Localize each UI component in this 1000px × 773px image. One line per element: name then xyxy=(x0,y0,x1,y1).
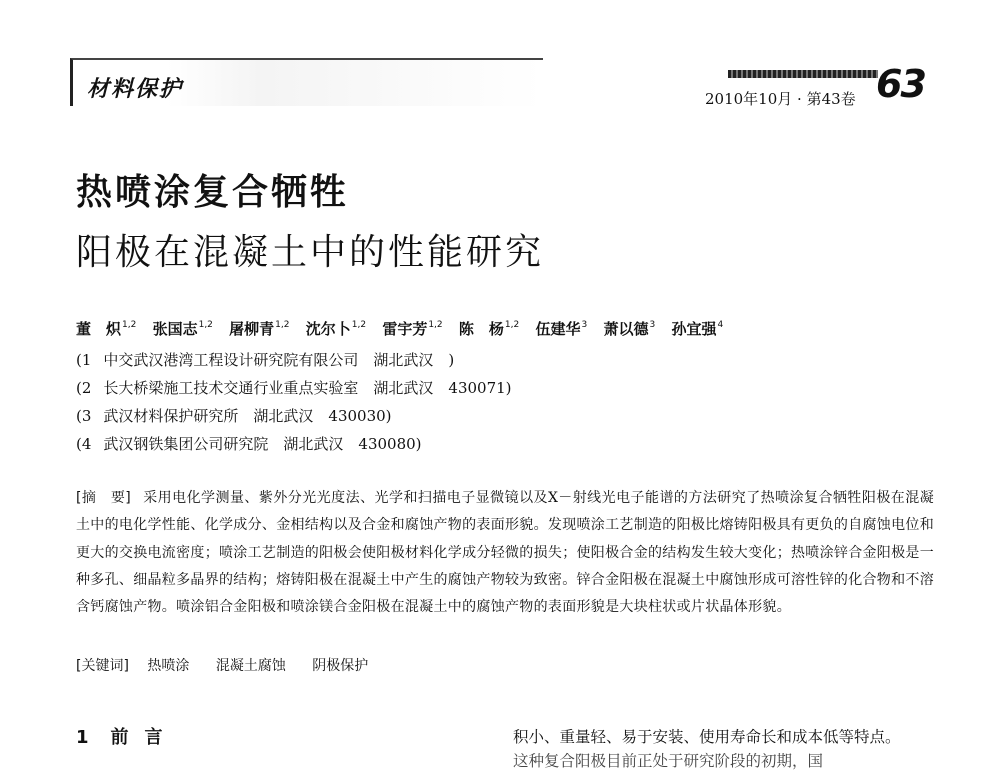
author: 沈尔卜$^{1,2}$ xyxy=(305,320,367,338)
author: 屠柳青$^{1,2}$ xyxy=(229,320,290,338)
keyword: 混凝土腐蚀 xyxy=(215,658,286,674)
author: 孙宜强$^4$ xyxy=(671,320,724,338)
abstract-label: [摘 要] xyxy=(76,490,132,506)
journal-logo xyxy=(70,58,543,106)
affiliation-2: (2 长大桥梁施工技术交通行业重点实验室 湖北武汉 430071) xyxy=(76,379,512,397)
keywords xyxy=(76,655,390,675)
author: 雷宇芳$^{1,2}$ xyxy=(382,320,443,338)
author-list xyxy=(76,318,734,339)
header-decorative-bar xyxy=(728,70,878,78)
abstract xyxy=(76,485,934,621)
author: 陈 杨$^{1,2}$ xyxy=(458,320,520,338)
page-number: 63 xyxy=(876,62,925,106)
section-number: 1 xyxy=(76,727,91,748)
keywords-label: [关键词] xyxy=(76,658,129,674)
section-title: 前言 xyxy=(110,727,179,748)
keyword: 热喷涂 xyxy=(147,658,190,674)
affiliation-3: (3 武汉材料保护研究所 湖北武汉 430030) xyxy=(76,407,392,425)
paper-title-line-2: 阳极在混凝土中的性能研究 xyxy=(76,232,545,273)
keyword: 阴极保护 xyxy=(312,658,369,674)
author: 董 炽$^{1,2}$ xyxy=(76,320,137,338)
affiliation-1: (1 中交武汉港湾工程设计研究院有限公司 湖北武汉 ) xyxy=(76,351,455,369)
section-heading xyxy=(76,723,179,749)
body-text-right-column: 积小、重量轻、易于安装、使用寿命长和成本低等特点。 xyxy=(513,728,901,746)
paper-title-line-1: 热喷涂复合牺牲 xyxy=(76,172,350,213)
author: 张国志$^{1,2}$ xyxy=(152,320,213,338)
issue-info: 2010年10月 · 第43卷 xyxy=(705,90,856,108)
body-text-right-column-cut: 这种复合阳极目前正处于研究阶段的初期，国 xyxy=(513,752,824,770)
author: 伍建华$^3$ xyxy=(535,320,588,338)
author: 萧以德$^3$ xyxy=(603,320,656,338)
affiliation-4: (4 武汉钢铁集团公司研究院 湖北武汉 430080) xyxy=(76,435,422,453)
abstract-text: 采用电化学测量、紫外分光光度法、光学和扫描电子显微镜以及X－射线光电子能谱的方法研究了热喷涂复合牺牲阳极在混凝土中的电化学性能、化学成分、金相结构以及合金和腐蚀产物的表面形貌。发现喷涂工艺制造的阳极比熔铸阳极具有更负的自腐蚀电位和更大的交换电流密度；喷涂工艺制造的阳极会使阳极材料化学成分轻微的损失；使阳极合金的结构发生较大变化；热喷涂锌合金阳极是一种多孔、细晶粒多晶界的结构；熔铸阳极在混凝土中产生的腐蚀产物较为致密。锌合金阳极在混凝土中腐蚀形成可溶性锌的化合物和不溶含钙腐蚀产物。喷涂铝合金阳极和喷涂镁合金阳极在混凝土中的腐蚀产物的表面形貌是大块柱状或片状晶体形貌。 xyxy=(76,490,934,616)
journal-logo-text: 材料保护 xyxy=(87,76,184,102)
